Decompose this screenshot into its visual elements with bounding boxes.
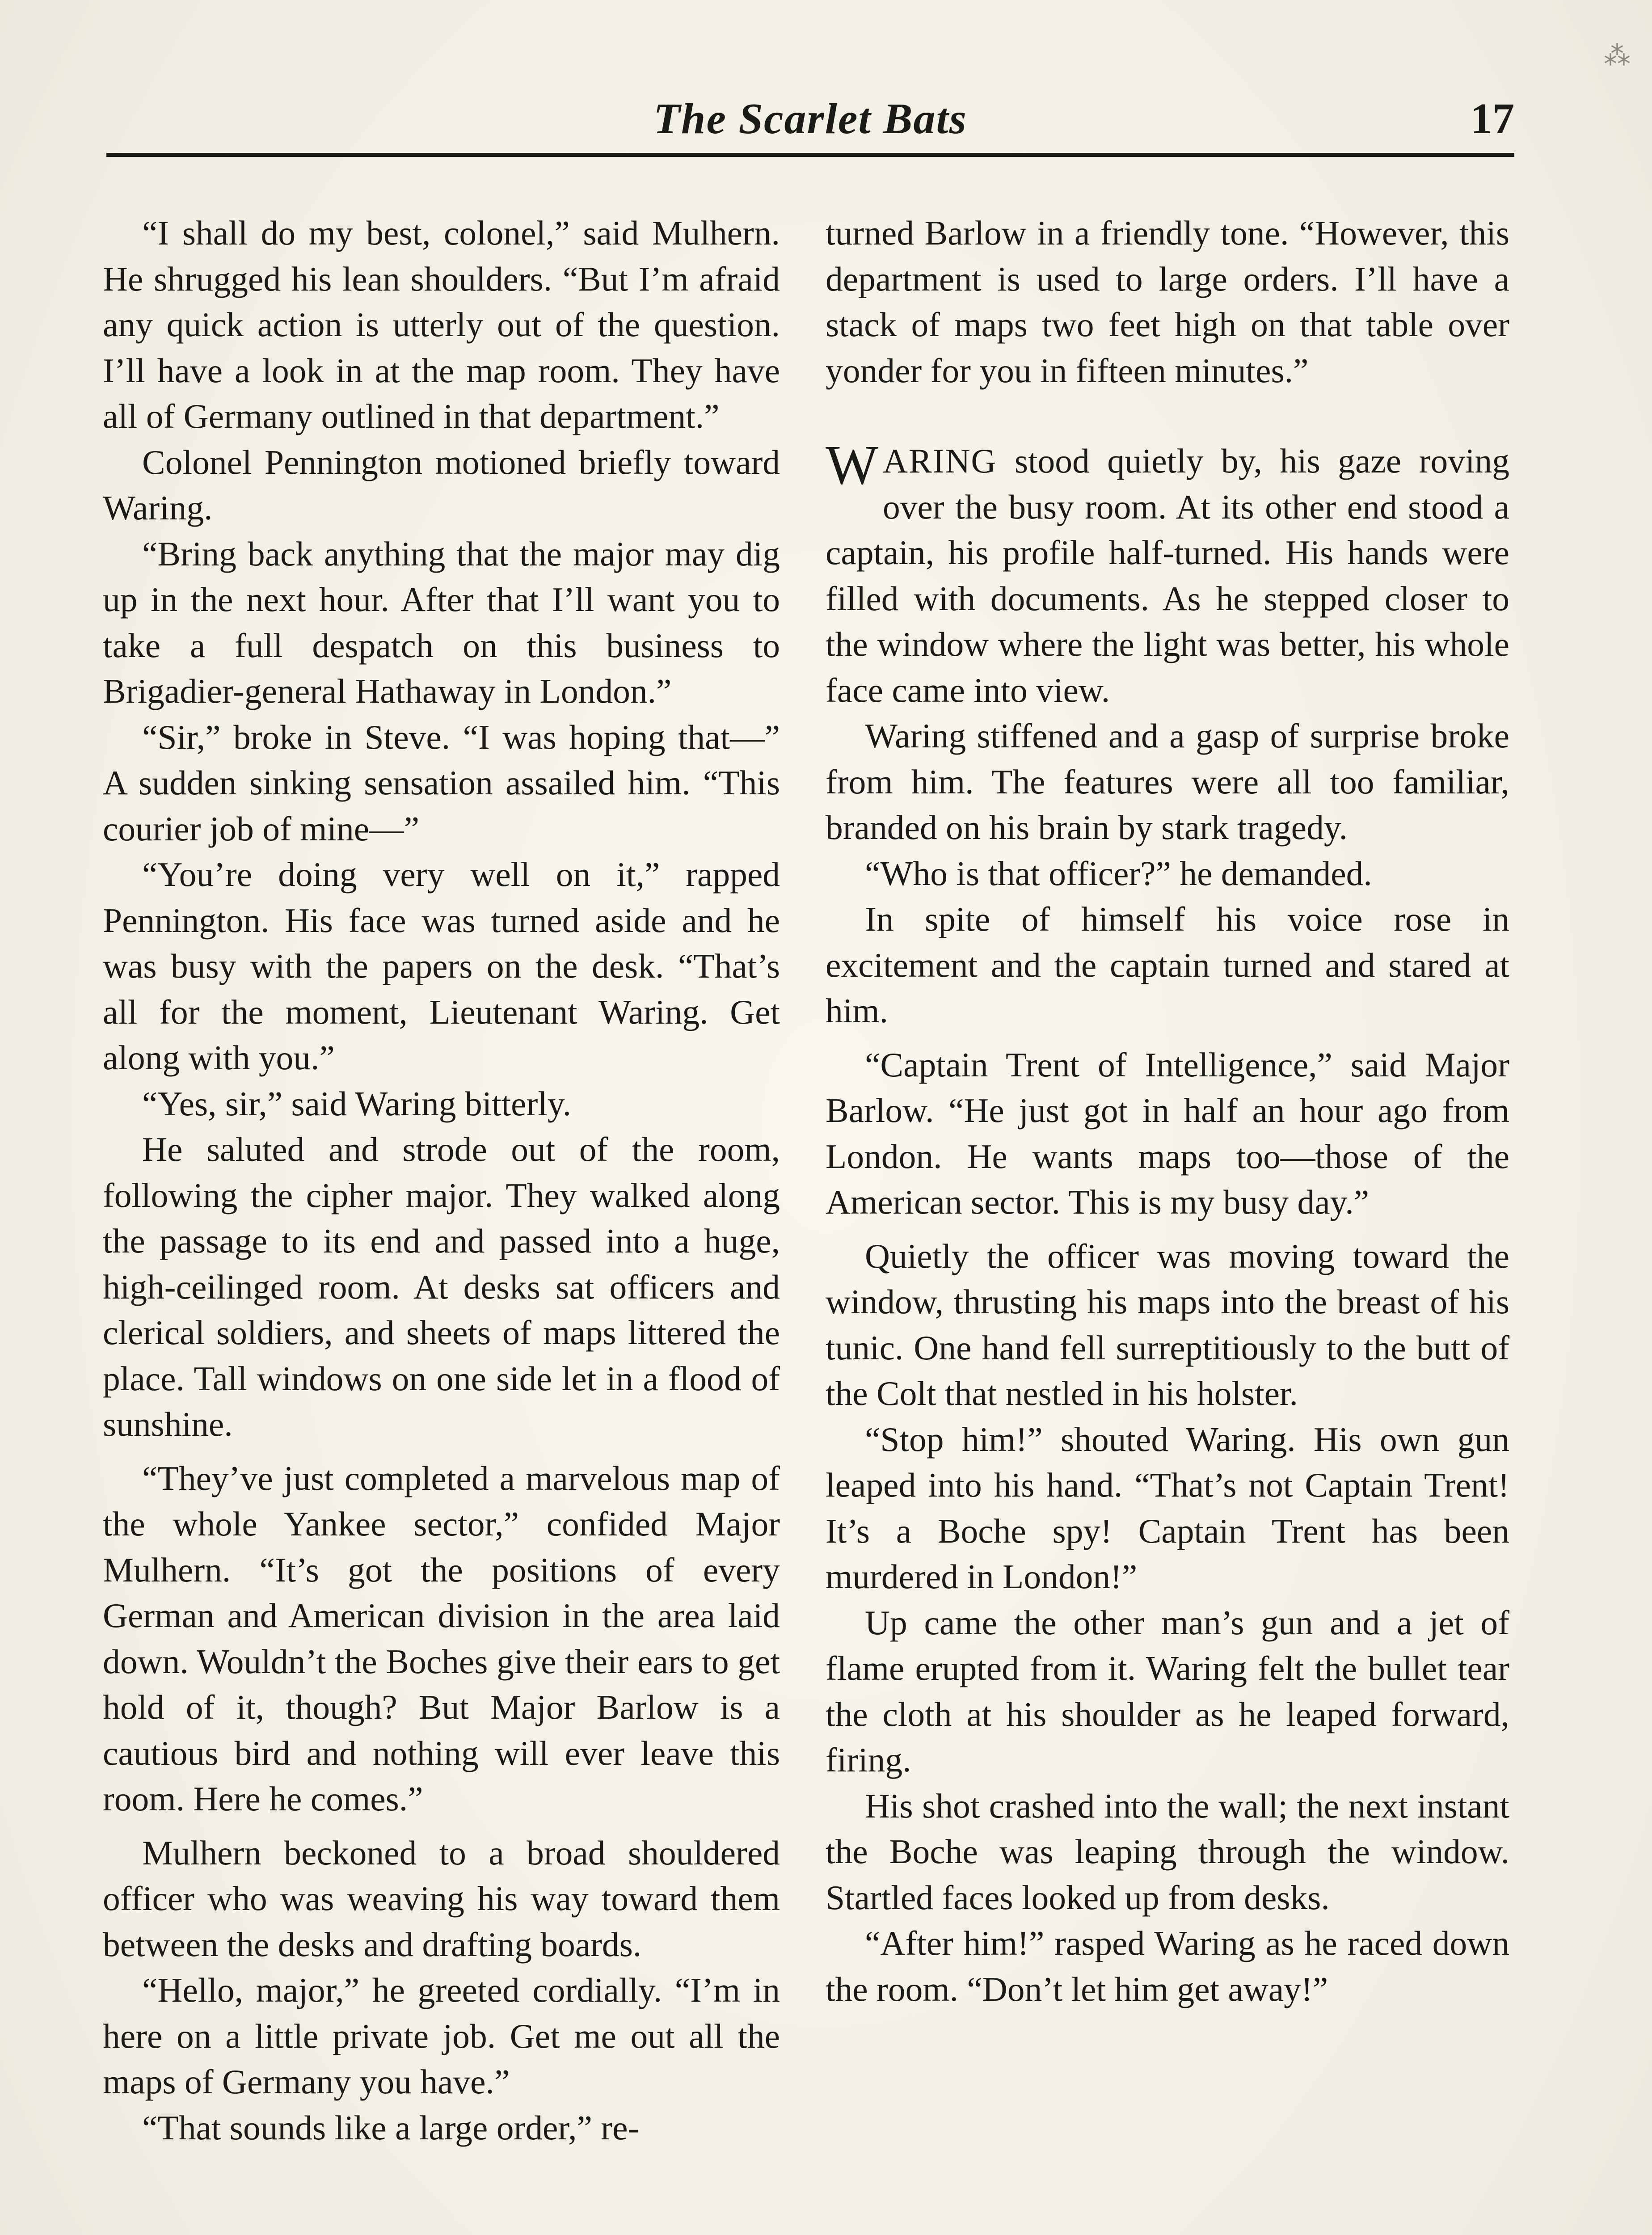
paragraph: “Stop him!” shouted Waring. His own gun leaped into his hand. “That’s not Captain Trent! It’s a Boche spy! Captain Trent has been murdered in London!” [826, 1420, 1509, 1596]
paragraph: “After him!” rasped Waring as he raced down the room. “Don’t let him get away!” [826, 1924, 1509, 2008]
header-title: The Scarlet Bats [653, 95, 967, 143]
paragraph: Up came the other man’s gun and a jet of flame erupted from it. Waring felt the bullet tear the cloth at his shoulder as he leaped forward, firing. [826, 1603, 1509, 1779]
paragraph: “Bring back anything that the major may dig up in the next hour. After that I’ll want you to take a full despatch on this business to Brigadier-general Hathaway in London.” [103, 534, 780, 710]
paragraph: “Hello, major,” he greeted cordially. “I’m in here on a little private job. Get me out all the maps of Germany you have.” [103, 1971, 780, 2101]
paragraph: “They’ve just completed a marvelous map of the whole Yankee sector,” confided Major Mulhern. “It’s got the positions of every German and American division in the area laid down. Wouldn’t the Boches give their ears to get hold of it, though? But Major Barlow is a cautious bird and nothing will ever leave this room. Here he comes.” [103, 1459, 780, 1818]
paragraph: “I shall do my best, colonel,” said Mulhern. He shrugged his lean shoulders. “But I’m afraid any quick action is utterly out of the question. I’ll have a look in at the map room. They have all of Germany outlined in that department.” [103, 214, 780, 435]
scan-speck-icon: ⁂ [1604, 40, 1631, 72]
header-rule [106, 153, 1514, 157]
small-caps-lead: ARING [882, 442, 997, 480]
right-column [826, 210, 1509, 2012]
paragraph: Colonel Pennington motioned briefly toward Waring. [103, 443, 780, 527]
paragraph: “Yes, sir,” said Waring bitterly. [142, 1084, 572, 1123]
running-header [106, 89, 1514, 152]
left-column [103, 210, 780, 2151]
paragraph: Mulhern beckoned to a broad shouldered officer who was weaving his way toward them between the desks and drafting boards. [103, 1833, 780, 1964]
paragraph: turned Barlow in a friendly tone. “However, this department is used to large orders. I’ll have a stack of maps two feet high on that table over yonder for you in fifteen minutes.” [826, 214, 1509, 390]
paragraph: “Sir,” broke in Steve. “I was hoping that—” A sudden sinking sensation assailed him. “This courier job of mine—” [103, 717, 780, 848]
paragraph: Quietly the officer was moving toward the window, thrusting his maps into the breast of his tunic. One hand fell surreptitiously to the butt of the Colt that nestled in his holster. [826, 1236, 1509, 1413]
paragraph: “That sounds like a large order,” re- [142, 2108, 640, 2147]
page-number: 17 [1471, 95, 1514, 143]
paragraph: “You’re doing very well on it,” rapped Pennington. His face was turned aside and he was busy with the papers on the desk. “That’s all for the moment, Lieutenant Waring. Get along with you.” [103, 855, 780, 1077]
paragraph: “Captain Trent of Intelligence,” said Major Barlow. “He just got in half an hour ago from London. He wants maps too—those of the American sector. This is my busy day.” [826, 1045, 1509, 1221]
paragraph: In spite of himself his voice rose in excitement and the captain turned and stared at him. [826, 900, 1509, 1030]
paragraph: Waring stiffened and a gasp of surprise broke from him. The features were all too familiar, branded on his brain by stark tragedy. [826, 717, 1509, 847]
paragraph: “Who is that officer?” he demanded. [865, 854, 1372, 893]
drop-cap: W [826, 434, 878, 496]
paragraph: He saluted and strode out of the room, following the cipher major. They walked along the passage to its end and passed into a huge, high-ceilinged room. At desks sat officers and clerical soldiers, and sheets of maps littered the place. Tall windows on one side let in a flood of sunshine. [103, 1130, 780, 1443]
paragraph: His shot crashed into the wall; the next instant the Boche was leaping through the window. Startled faces looked up from desks. [826, 1786, 1509, 1917]
paragraph-text: stood quietly by, his gaze roving over the busy room. At its other end stood a captain, his profile half-turned. His hands were filled with documents. As he stepped closer to the window where the light was better, his whole face came into view. [826, 442, 1509, 709]
section-start-paragraph [826, 434, 1509, 713]
